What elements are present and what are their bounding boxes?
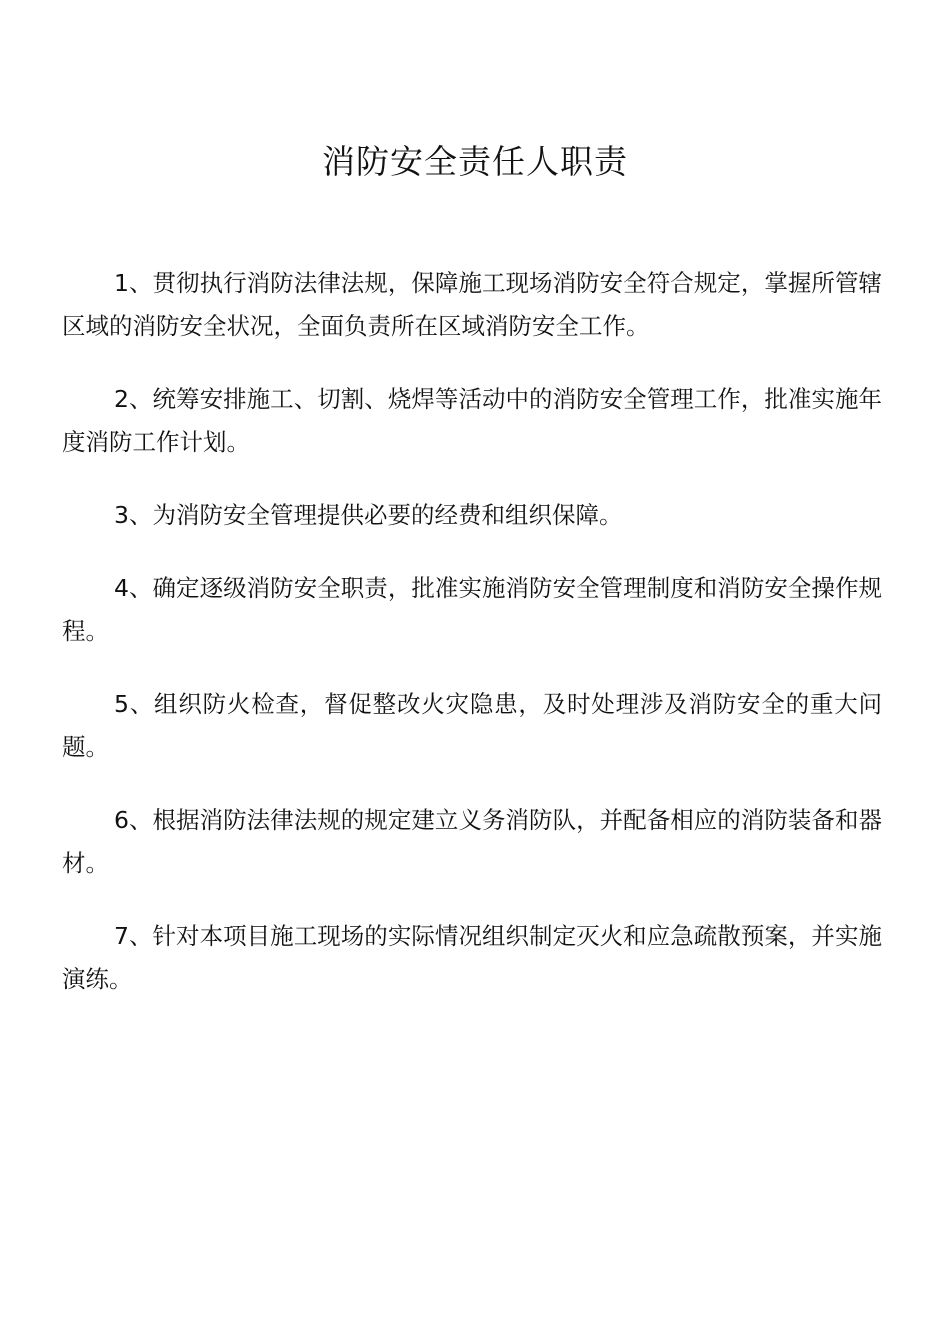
duty-item-7: 7、针对本项目施工现场的实际情况组织制定灭火和应急疏散预案，并实施演练。 xyxy=(62,922,882,993)
duty-item-4: 4、确定逐级消防安全职责，批准实施消防安全管理制度和消防安全操作规程。 xyxy=(62,574,882,645)
duty-item-6: 6、根据消防法律法规的规定建立义务消防队，并配备相应的消防装备和器材。 xyxy=(62,806,882,877)
duty-item-5: 5、组织防火检查，督促整改火灾隐患，及时处理涉及消防安全的重大问题。 xyxy=(62,690,882,761)
page-title: 消防安全责任人职责 xyxy=(322,142,628,181)
document-body xyxy=(62,262,882,1031)
duty-item-1: 1、贯彻执行消防法律法规，保障施工现场消防安全符合规定，掌握所管辖区域的消防安全状况，全面负责所在区域消防安全工作。 xyxy=(62,269,882,340)
duty-item-3: 3、为消防安全管理提供必要的经费和组织保障。 xyxy=(114,501,623,529)
duty-item-2: 2、统筹安排施工、切割、烧焊等活动中的消防安全管理工作，批准实施年度消防工作计划。 xyxy=(62,385,882,456)
